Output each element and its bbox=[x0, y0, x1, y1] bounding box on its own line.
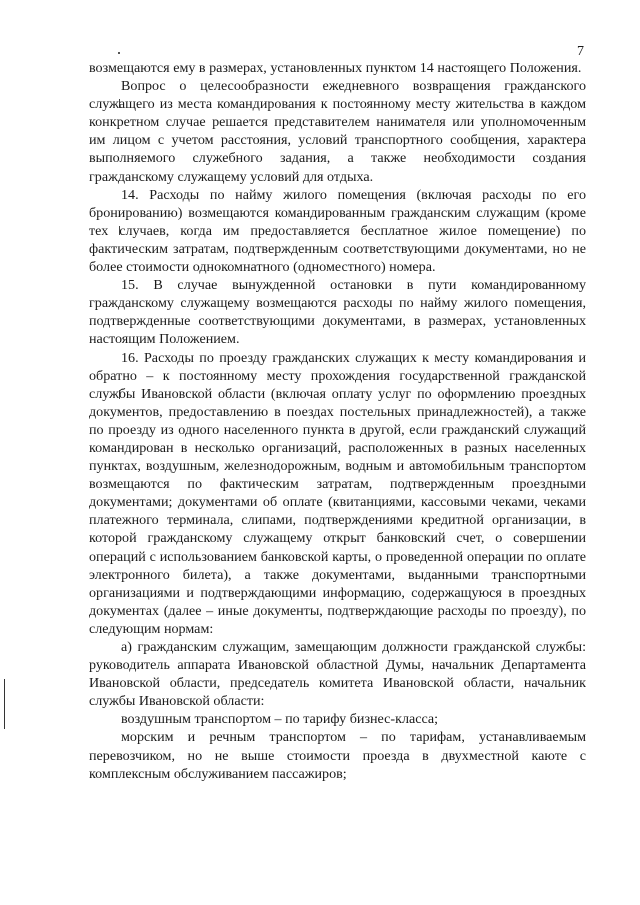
paragraph-item-14: 14. Расходы по найму жилого помещения (включая расходы по его бронированию) возмещаются командированным гражданским служащим (кроме тех случаев, когда им предоставляется бесплатное жилое помещение) по фактическим затратам, подтвержденным соответствующими документами, но не более стоимости однокомнатного (одноместного) номера. bbox=[89, 186, 586, 276]
paragraph-air-transport: воздушным транспортом – по тарифу бизнес-класса; bbox=[121, 711, 439, 728]
paragraph-daily-return: Вопрос о целесообразности ежедневного возвращения гражданского служащего из места командирования к постоянному месту жительства в каждом конкретном случае решается представителем нанимателя или уполномоченным им лицом с учетом расстояния, условий транспортного сообщения, характера выполняемого служебного задания, а также необходимости создания гражданскому служащему условий для отдыха. bbox=[89, 78, 586, 185]
scan-speck bbox=[118, 52, 120, 54]
scan-margin-line bbox=[4, 679, 5, 729]
paragraph-sea-river-transport: морским и речным транспортом – по тарифам, устанавливаемым перевозчиком, но не выше стоимости проезда в двухместной каюте с комплексным обслуживанием пассажиров; bbox=[89, 729, 586, 782]
paragraph-item-15: 15. В случае вынужденной остановки в пути командированному гражданскому служащему возмещаются расходы по найму жилого помещения, подтвержденные соответствующими документами, в размерах, установленных настоящим Положением. bbox=[89, 277, 586, 348]
page-number: 7 bbox=[577, 44, 584, 59]
paragraph-subitem-a: а) гражданским служащим, замещающим должности гражданской службы: руководитель аппарата Ивановской областной Думы, начальник Департамента Ивановской области, председатель комитета Ивановской области, начальник службы Ивановской области: bbox=[89, 639, 586, 710]
document-body bbox=[89, 59, 586, 783]
paragraph-item-16: 16. Расходы по проезду гражданских служащих к месту командирования и обратно – к постоянному месту прохождения государственной гражданской службы Ивановской области (включая оплату услуг по оформлению проездных документов, предоставлению в поездах постельных принадлежностей), а также по проезду из одного населенного пункта в другой, если гражданский служащий командирован в несколько организаций, расположенных в разных населенных пунктах, воздушным, железнодорожным, водным и автомобильным транспортом возмещаются по фактическим затратам, подтвержденным проездными документами; документами об оплате (квитанциями, кассовыми чеками, чеками платежного терминала, слипами, подтверждениями кредитной организации, в которой гражданскому служащему открыт банковский счет, о совершении операций с использованием банковской карты, о проведенной операции по оплате электронного билета), а также документами, выданными транспортными организациями и подтверждающими информацию, содержащуюся в проездных документах (далее – иные документы, подтверждающие расходы по проезду), по следующим нормам: bbox=[89, 349, 586, 637]
paragraph-continuation: возмещаются ему в размерах, установленных пунктом 14 настоящего Положения. bbox=[89, 60, 582, 76]
